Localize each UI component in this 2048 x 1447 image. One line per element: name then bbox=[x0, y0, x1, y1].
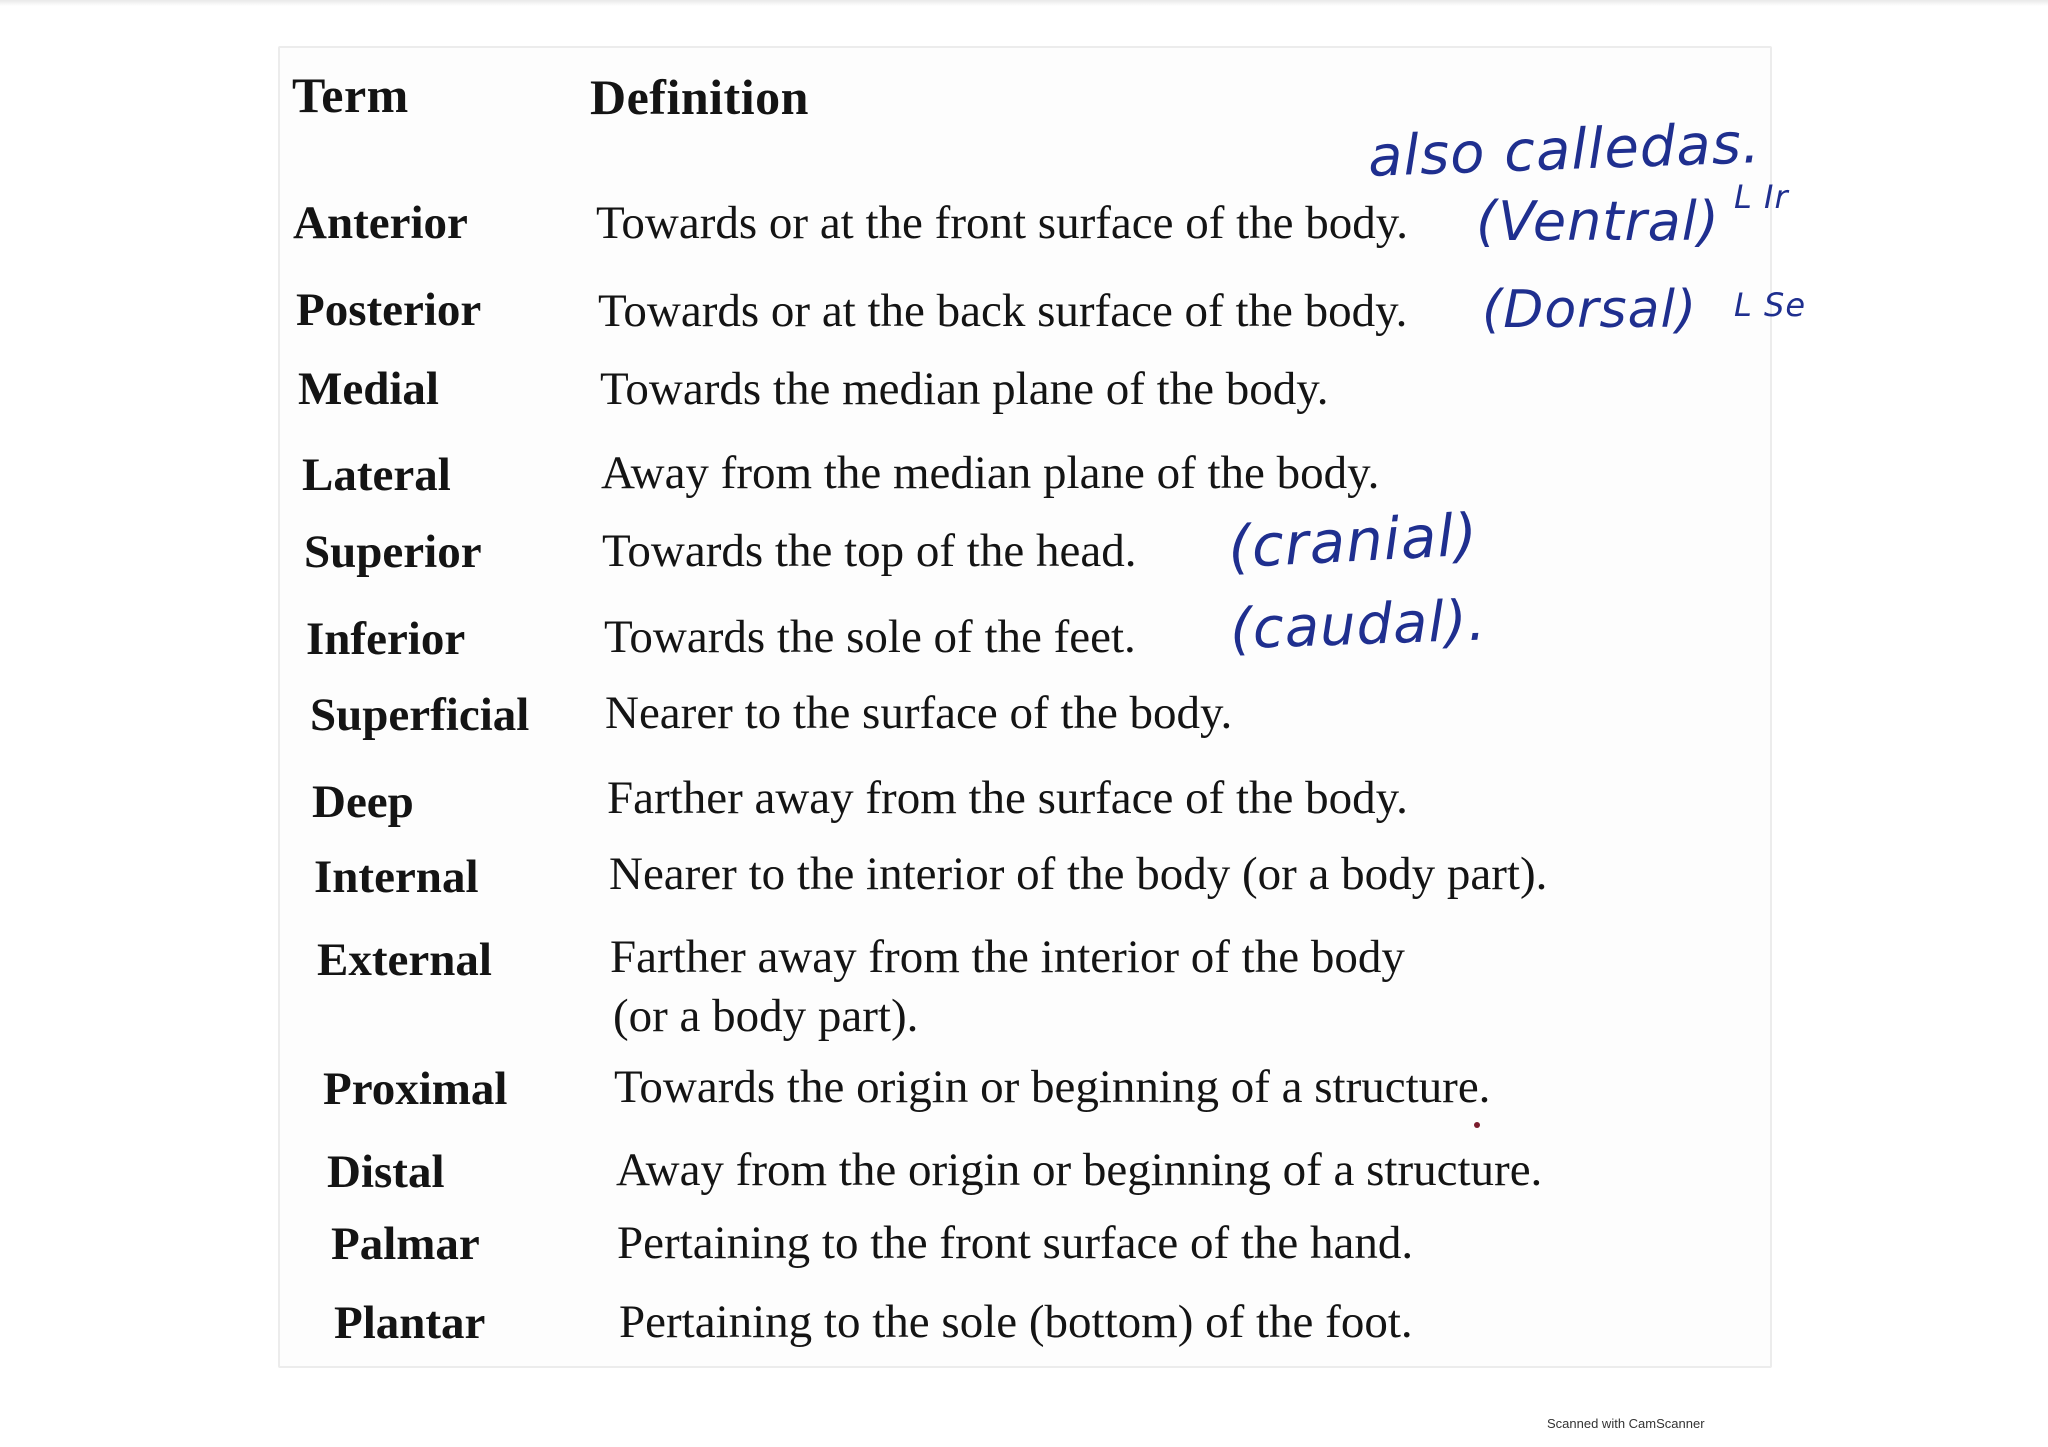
ink-fleck bbox=[1474, 1122, 1480, 1128]
term-anterior: Anterior bbox=[293, 197, 468, 249]
definition-superior: Towards the top of the head. bbox=[602, 525, 1137, 577]
definition-external-line2: (or a body part). bbox=[613, 990, 919, 1042]
handwritten-cranial: (cranial) bbox=[1226, 500, 1480, 582]
term-deep: Deep bbox=[312, 776, 414, 828]
handwritten-caudal: (caudal). bbox=[1228, 588, 1488, 663]
definition-external bbox=[610, 928, 1405, 1046]
scanner-credit: Scanned with CamScanner bbox=[1547, 1416, 1705, 1431]
term-superficial: Superficial bbox=[310, 689, 530, 741]
definition-lateral: Away from the median plane of the body. bbox=[601, 447, 1380, 499]
term-superior: Superior bbox=[304, 526, 482, 578]
term-inferior: Inferior bbox=[306, 613, 466, 665]
term-proximal: Proximal bbox=[323, 1063, 508, 1115]
definition-palmar: Pertaining to the front surface of the hand. bbox=[617, 1217, 1414, 1269]
definition-anterior: Towards or at the front surface of the body. bbox=[596, 197, 1408, 249]
definition-distal: Away from the origin or beginning of a structure. bbox=[616, 1144, 1543, 1196]
term-plantar: Plantar bbox=[334, 1297, 486, 1349]
handwritten-dorsal: (Dorsal) bbox=[1482, 280, 1698, 340]
term-column-header: Term bbox=[292, 67, 409, 123]
handwritten-also-called: also calledas. bbox=[1366, 111, 1762, 190]
scan-top-edge bbox=[0, 0, 2048, 6]
definition-internal: Nearer to the interior of the body (or a body part). bbox=[609, 848, 1548, 900]
handwritten-ventral-tail: L Ir bbox=[1734, 178, 1789, 216]
term-distal: Distal bbox=[327, 1146, 445, 1198]
definition-proximal: Towards the origin or beginning of a structure. bbox=[614, 1061, 1491, 1113]
definition-deep: Farther away from the surface of the body. bbox=[607, 772, 1408, 824]
handwritten-dorsal-tail: L Se bbox=[1734, 286, 1806, 324]
term-posterior: Posterior bbox=[296, 284, 482, 336]
term-external: External bbox=[317, 934, 492, 986]
term-medial: Medial bbox=[298, 363, 439, 415]
definition-external-line1: Farther away from the interior of the body bbox=[610, 931, 1405, 983]
definition-column-header: Definition bbox=[590, 69, 809, 125]
definition-inferior: Towards the sole of the feet. bbox=[604, 611, 1136, 663]
definition-posterior: Towards or at the back surface of the body. bbox=[598, 285, 1408, 337]
handwritten-ventral: (Ventral) bbox=[1476, 190, 1720, 253]
definition-medial: Towards the median plane of the body. bbox=[600, 363, 1329, 415]
term-internal: Internal bbox=[314, 851, 479, 903]
term-palmar: Palmar bbox=[331, 1218, 480, 1270]
definition-plantar: Pertaining to the sole (bottom) of the foot. bbox=[619, 1296, 1413, 1348]
definition-superficial: Nearer to the surface of the body. bbox=[605, 687, 1233, 739]
term-lateral: Lateral bbox=[302, 449, 451, 501]
